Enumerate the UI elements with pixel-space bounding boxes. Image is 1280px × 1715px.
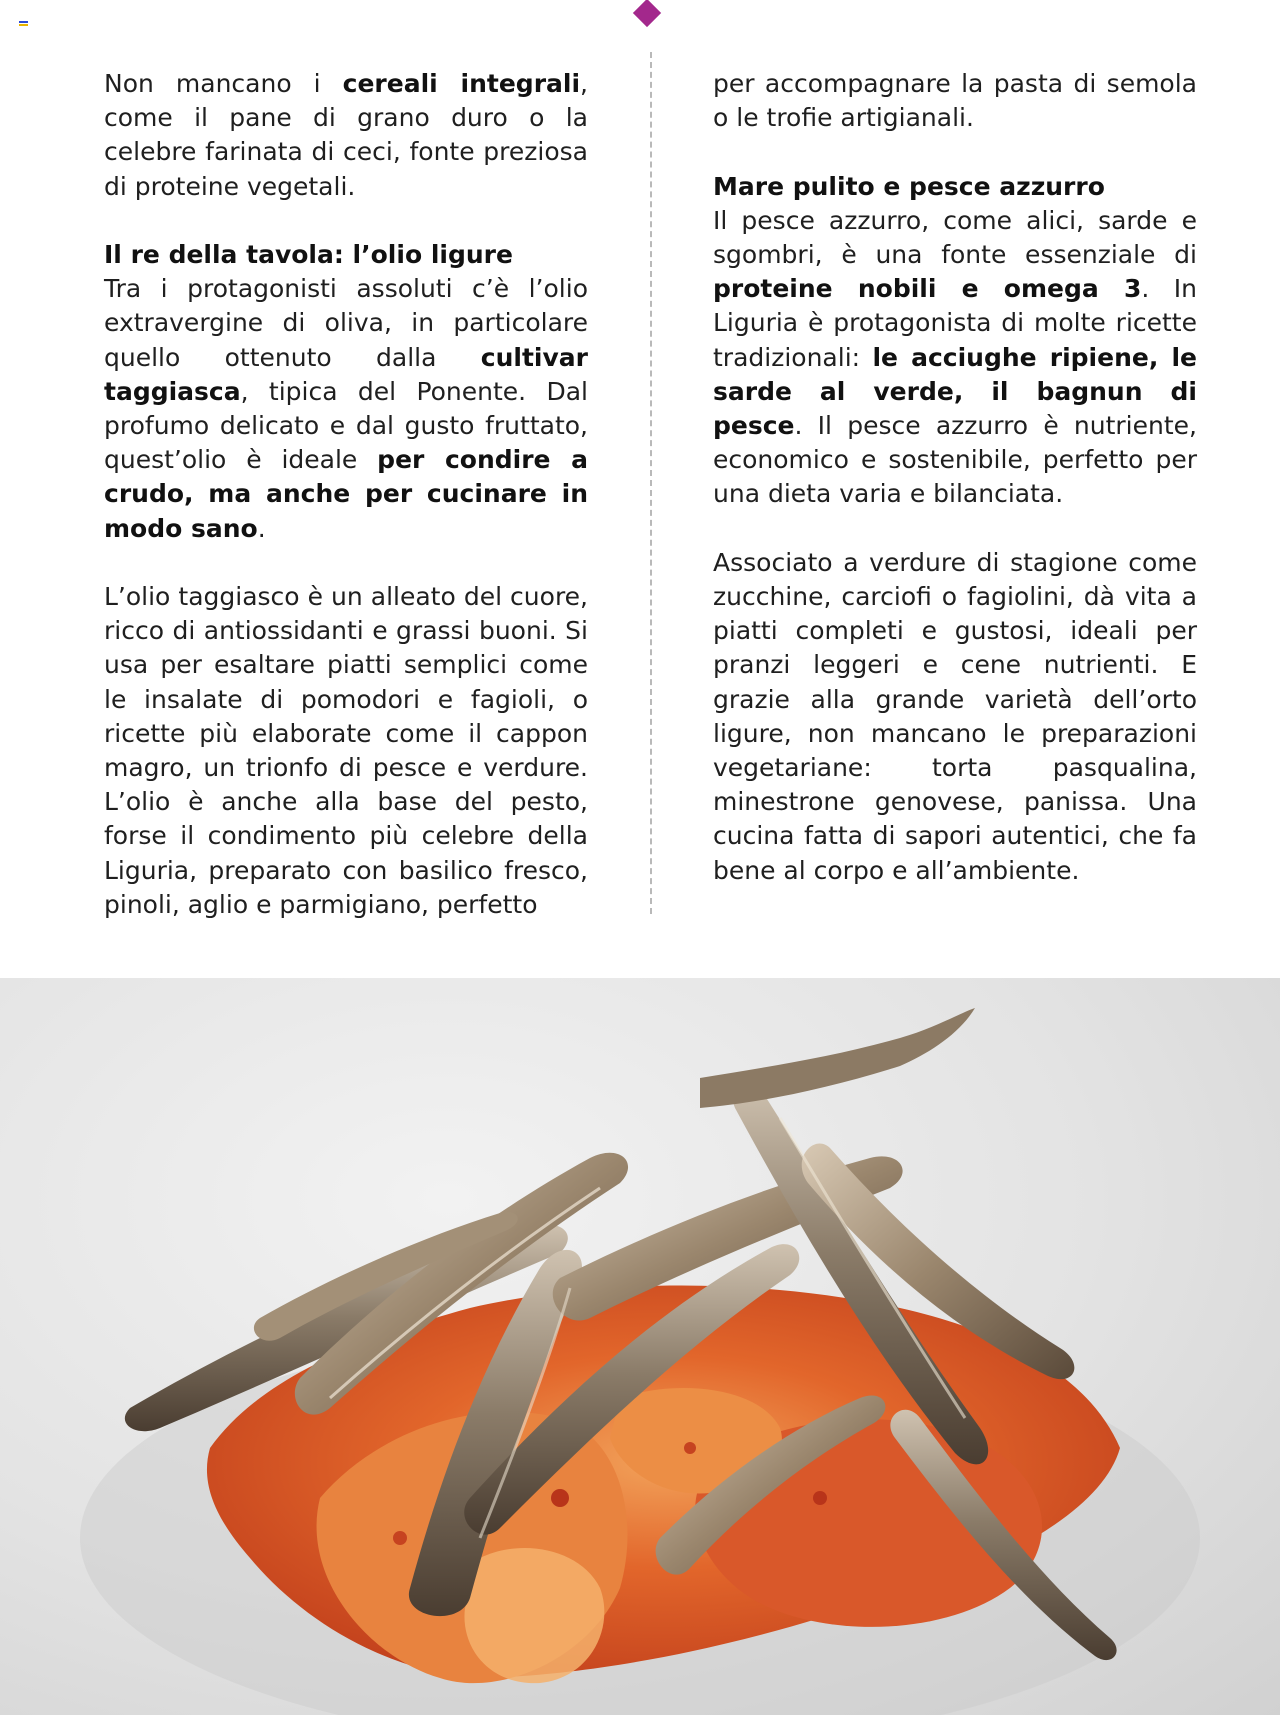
text-span: . Il pesce azzurro è nutriente, economico e sostenibile, perfetto per una dieta varia e bilanciata.	[713, 411, 1197, 509]
heading-pesce-azzurro: Mare pulito e pesce azzurro	[713, 171, 1105, 201]
bold-span: cultivar taggiasca	[104, 342, 588, 406]
paragraph-verdure: Associato a verdure di stagione come zucchine, carciofi o fagiolini, dà vita a piatti completi e gustosi, ideali per pranzi leggeri e cene nutrienti. E grazie alla grande varietà dell’orto ligure, non mancano le preparazioni vegetariane: torta pasqualina, minestrone genovese, panissa. Una cucina fatta di sapori autentici, che fa bene al corpo e all’ambiente.	[713, 547, 1197, 885]
paragraph-olio-cuore: L’olio taggiasco è un alleato del cuore, ricco di antiossidanti e grassi buoni. Si usa per esaltare piatti semplici come le insalate di pomodori e fagioli, o ricette più elaborate come il cappon magro, un trionfo di pesce e verdure. L’olio è anche alla base del pesto, forse il condimento più celebre della Liguria, preparato con basilico fresco, pinoli, aglio e parmigiano, perfetto	[104, 582, 588, 919]
left-column	[104, 67, 588, 922]
text-span: , tipica del Ponente. Dal profumo delicato e dal gusto fruttato, quest’olio è ideale	[104, 376, 588, 475]
text-span: .	[257, 513, 266, 543]
bold-span: le acciughe ripiene, le sarde al verde, il bagnun di pesce	[713, 342, 1197, 441]
right-column	[713, 67, 1197, 888]
fried-anchovies-illustration	[0, 978, 1280, 1715]
text-span: Non mancano i	[104, 69, 343, 98]
paragraph-olio-taggiasca	[104, 272, 588, 546]
paragraph-pasta: per accompagnare la pasta di semola o le trofie artigianali.	[713, 69, 1197, 133]
bold-span: cereali integrali	[342, 69, 581, 98]
heading-olio-ligure: Il re della tavola: l’olio ligure	[104, 240, 513, 269]
diamond-ornament	[633, 0, 661, 27]
text-span: . In Liguria è protagonista di molte ricette tradizionali:	[713, 274, 1197, 372]
bold-span: per condire a crudo, ma anche per cucinare in modo sano	[104, 445, 589, 543]
menu-icon[interactable]	[19, 21, 28, 28]
text-span: Il pesce azzurro, come alici, sarde e sgombri, è una fonte essenziale di	[713, 205, 1197, 269]
paragraph-cereali	[104, 67, 588, 204]
text-span: Tra i protagonisti assoluti c’è l’olio extravergine di oliva, in particolare quello ottenuto dalla	[104, 274, 588, 372]
column-divider	[650, 52, 652, 914]
paragraph-pesce-azzurro	[713, 204, 1197, 512]
food-photo	[0, 978, 1280, 1715]
bold-span: proteine nobili e omega 3	[713, 274, 1142, 304]
text-span: , come il pane di grano duro o la celebre farinata di ceci, fonte preziosa di proteine vegetali.	[104, 69, 588, 201]
